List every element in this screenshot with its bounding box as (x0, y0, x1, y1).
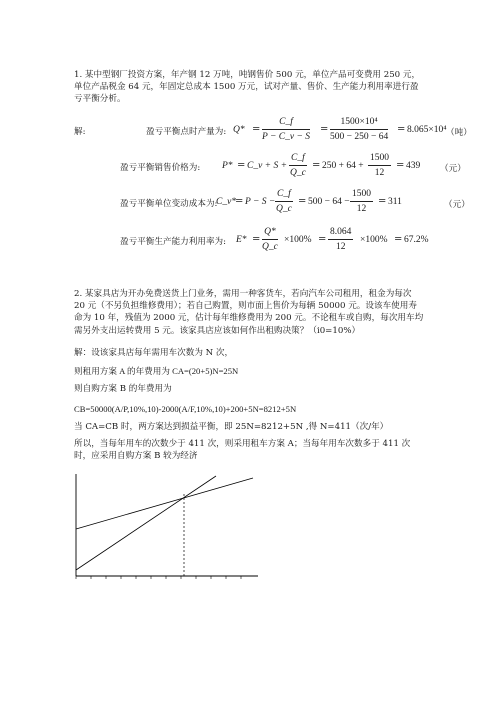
problem-2-text: 2. 某家具店为开办免费送货上门业务，需用一种客货车，若向汽车公司租用，租金为每次 20 元（不另负担维修费用）；若自己购置，则市面上售价为每辆 50000 元。设该车使用寿命为 10 年，残值为 2000 元，估计每年维修费用为 200 元。不论租车或自购，每次用车均需另外支出运转费用 5 元。该家具店应该如何作出租购决策？（i0=10%） (74, 289, 424, 336)
eq3-lhs: C_v* (216, 197, 237, 207)
eq1-result: 8.065×10⁴ (407, 125, 447, 135)
eq3-frac2-den: 12 (356, 204, 367, 214)
eq2-frac1-num: C_f (291, 153, 305, 163)
eq2-frac2-den: 12 (374, 168, 385, 178)
eq3-frac1-num: C_f (277, 189, 291, 199)
eq2-result: 439 (406, 161, 421, 171)
eq4-frac1-den: Q_c (262, 242, 278, 252)
eq3-label: 盈亏平衡单位变动成本为: (120, 199, 218, 209)
eq4-label: 盈亏平衡生产能力利用率为: (120, 237, 227, 247)
eq2-label: 盈亏平衡销售价格为: (120, 163, 201, 173)
eq3-expr1: P − S − (245, 197, 276, 207)
problem-2-line-2: 则租用方案 A 的年费用为 CA=(20+5)N=25N (74, 366, 239, 376)
equation-breakeven-variable-cost: 盈亏平衡单位变动成本为: C_v* = P − S − $\frac{C\_f}{Q\_c}$ = 500 − 64 − $\frac{1500}{12}$ = 311 （元） (120, 189, 470, 214)
eq3-unit: （元） (444, 200, 470, 210)
eq2-unit: （元） (440, 164, 466, 174)
eq1-frac1-den: P − C_v − S (262, 132, 311, 142)
problem-2-line-6: 所以，当每年用车的次数少于 411 次，则采用租车方案 A；当每年用车次数多于 411 次时，应采用自购方案 B 较为经济 (74, 439, 411, 462)
problem-1-text: 1. 某中型钢厂投资方案，年产钢 12 万吨，吨钢售价 500 元，单位产品可变费用 250 元，单位产品税金 64 元，年固定总成本 1500 万元，试对产量、售价、生产能力利用率进行盈亏平衡分析。 (74, 70, 421, 105)
eq3-result: 311 (388, 197, 402, 207)
eq4-pct1: ×100% (284, 235, 312, 245)
eq3-frac1-den: Q_c (275, 204, 292, 214)
x-axis-ticks (76, 576, 241, 579)
eq2-lhs: P* (222, 161, 233, 171)
eq1-label: 盈亏平衡点时产量为: (146, 127, 227, 137)
eq1-lhs: Q* (233, 125, 245, 135)
solution-label: 解: (74, 127, 86, 137)
eq3-frac2-num: 1500 (350, 188, 373, 202)
equation-breakeven-output: 盈亏平衡点时产量为: Q* = $\frac{C\_f}{P - C\_v - S}$ = $\frac{\text{1500×10⁴}}{500 - 250 - 64}$ = 8.065×10⁴ （吨） (146, 117, 472, 142)
problem-2-line-3: 则自购方案 B 的年费用为 (74, 384, 172, 394)
eq4-result: 67.2% (404, 235, 429, 245)
eq2-expr1: C_v + S + (247, 161, 287, 171)
eq1-frac2-num: 1500×10⁴ (330, 116, 388, 130)
problem-2-line-5: 当 CA=CB 时，两方案达到损益平衡，即 25N=8212+5N ,得 N=411（次/年） (74, 422, 389, 432)
eq2-frac2-num: 1500 (368, 152, 391, 166)
equation-breakeven-price: 盈亏平衡销售价格为: P* = C_v + S + $\frac{C\_f}{Q\_c}$ = 250 + 64 + $\frac{1500}{12}$ = 439 （元） (120, 153, 466, 178)
eq4-pct2: ×100% (360, 235, 388, 245)
eq1-unit: （吨） (446, 128, 472, 138)
eq2-frac1-den: Q_c (289, 168, 306, 178)
eq4-lhs: E* (236, 235, 247, 245)
eq3-expr2: 500 − 64 − (308, 197, 350, 207)
eq1-frac2-den: 500 − 250 − 64 (330, 132, 389, 142)
eq4-frac2-den: 12 (335, 242, 346, 252)
eq4-frac2-num: 8.064 (328, 226, 353, 240)
eq4-frac1-num: Q* (264, 227, 276, 237)
equation-breakeven-utilization: 盈亏平衡生产能力利用率为: E* = $\frac{Q*}{Q\_c}$ ×100% = $\frac{8.064}{12}$ ×100% = 67.2% (120, 227, 429, 252)
eq2-expr2: 250 + 64 + (322, 161, 364, 171)
buy-cost-line (76, 478, 253, 529)
problem-2-line-1: 解：设该家具店每年需用车次数为 N 次， (74, 348, 234, 358)
eq1-frac1-num: C_f (279, 117, 293, 127)
breakeven-graph (68, 472, 268, 582)
problem-2-line-4: CB=50000(A/P,10%,10)-2000(A/F,10%,10)+200+5N=8212+5N (74, 404, 297, 414)
